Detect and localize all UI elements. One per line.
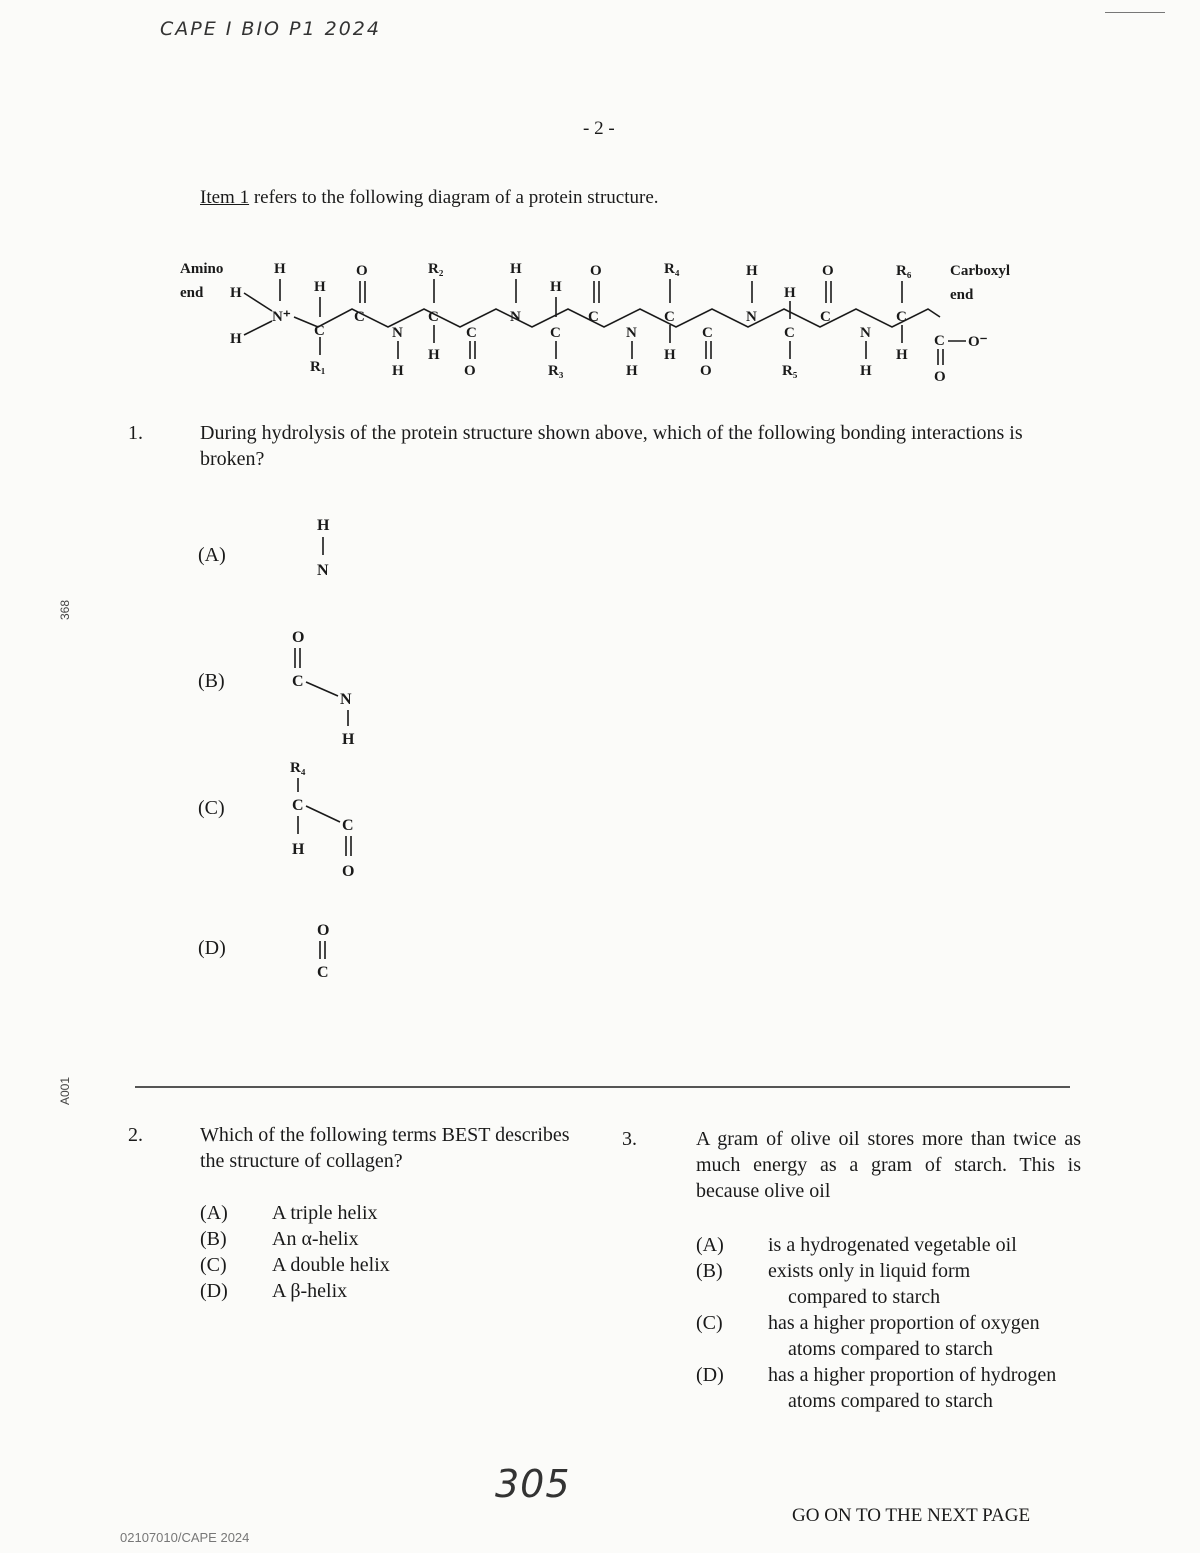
q2-text: Which of the following terms BEST describes the structure of collagen? <box>200 1124 570 1172</box>
q1-option-c-label: (C) <box>198 797 225 819</box>
q3-option-b[interactable]: (B) exists only in liquid form <box>696 1260 971 1282</box>
svg-text:H: H <box>626 363 638 379</box>
q1-option-b-label: (B) <box>198 670 225 692</box>
svg-text:C: C <box>664 309 675 325</box>
q1-option-d-structure <box>300 915 360 985</box>
handwritten-page-number: 305 <box>495 1462 571 1506</box>
svg-text:H: H <box>274 261 286 277</box>
protein-structure-diagram <box>170 255 1050 390</box>
footer-next-page: GO ON TO THE NEXT PAGE <box>792 1505 1031 1526</box>
svg-text:C: C <box>702 325 713 341</box>
svg-text:H: H <box>550 279 562 295</box>
svg-text:C: C <box>314 323 325 339</box>
q2-option-c[interactable]: (C) A double helix <box>200 1254 390 1276</box>
svg-text:R₄: R₄ <box>290 760 306 776</box>
q1-option-d-label: (D) <box>198 937 226 959</box>
svg-text:H: H <box>784 285 796 301</box>
c-terminal-oxygen: O⁻ <box>968 334 988 350</box>
q1-option-a-structure <box>300 510 360 585</box>
svg-text:R₁: R₁ <box>310 359 326 375</box>
svg-text:N: N <box>392 325 403 341</box>
svg-text:C: C <box>317 964 329 981</box>
q3-option-c-cont: atoms compared to starch <box>788 1338 993 1360</box>
svg-text:N: N <box>510 309 521 325</box>
n-terminal-nitrogen: N⁺ <box>272 309 291 325</box>
q2-options <box>200 1200 590 1304</box>
svg-text:H: H <box>230 331 242 347</box>
svg-text:N: N <box>860 325 871 341</box>
svg-text:H: H <box>746 263 758 279</box>
item-intro <box>200 187 659 209</box>
q2-option-a[interactable]: (A) A triple helix <box>200 1202 378 1224</box>
svg-text:O: O <box>822 263 834 279</box>
svg-text:C: C <box>342 817 354 834</box>
svg-text:O: O <box>700 363 712 379</box>
svg-text:O: O <box>356 263 368 279</box>
svg-text:O: O <box>342 863 355 880</box>
svg-text:C: C <box>550 325 561 341</box>
amino-end-label-2: end <box>180 285 204 301</box>
svg-text:H: H <box>664 347 676 363</box>
q3-option-d[interactable]: (D) has a higher proportion of hydrogen <box>696 1364 1057 1386</box>
q2-option-d[interactable]: (D) A β-helix <box>200 1280 348 1302</box>
q3-text: A gram of olive oil stores more than twice as much energy as a gram of starch. This is because olive oil <box>696 1128 1081 1202</box>
svg-text:C: C <box>934 333 945 349</box>
svg-text:N: N <box>626 325 637 341</box>
svg-text:O: O <box>464 363 476 379</box>
margin-code-top: 368 <box>58 599 72 620</box>
svg-text:N: N <box>317 562 329 579</box>
q1-option-a-label: (A) <box>198 544 226 566</box>
svg-text:H: H <box>896 347 908 363</box>
q3-options <box>696 1232 1086 1414</box>
q2-option-b[interactable]: (B) An α-helix <box>200 1228 359 1250</box>
svg-text:C: C <box>466 325 477 341</box>
svg-text:H: H <box>510 261 522 277</box>
svg-text:C: C <box>820 309 831 325</box>
section-divider <box>135 1086 1070 1088</box>
q3-option-a[interactable]: (A) is a hydrogenated vegetable oil <box>696 1234 1017 1256</box>
svg-text:O: O <box>292 629 305 646</box>
amino-end-label-1: Amino <box>180 261 224 277</box>
footer-code: 02107010/CAPE 2024 <box>120 1530 250 1545</box>
svg-text:R₂: R₂ <box>428 261 444 277</box>
q3-option-c[interactable]: (C) has a higher proportion of oxygen <box>696 1312 1040 1334</box>
svg-text:H: H <box>317 517 330 534</box>
item-ref: Item 1 <box>200 187 250 208</box>
top-right-mark <box>1105 12 1165 13</box>
q3-option-d-cont: atoms compared to starch <box>788 1390 993 1412</box>
svg-text:C: C <box>292 673 304 690</box>
svg-text:R₆: R₆ <box>896 263 912 279</box>
svg-text:C: C <box>354 309 365 325</box>
svg-text:H: H <box>292 841 305 858</box>
q3-option-b-cont: compared to starch <box>788 1286 941 1308</box>
svg-text:C: C <box>292 797 304 814</box>
svg-text:H: H <box>230 285 242 301</box>
q2-number: 2. <box>128 1124 143 1146</box>
svg-text:N: N <box>746 309 757 325</box>
svg-text:O: O <box>590 263 602 279</box>
svg-text:C: C <box>588 309 599 325</box>
svg-text:O: O <box>317 922 330 939</box>
svg-text:H: H <box>342 731 355 748</box>
svg-text:H: H <box>860 363 872 379</box>
carboxyl-end-label-2: end <box>950 287 974 303</box>
svg-text:H: H <box>314 279 326 295</box>
svg-text:C: C <box>896 309 907 325</box>
svg-text:R₄: R₄ <box>664 261 680 277</box>
svg-text:R₅: R₅ <box>782 363 798 379</box>
carboxyl-end-label-1: Carboxyl <box>950 263 1010 279</box>
svg-text:R₃: R₃ <box>548 363 564 379</box>
page-number: - 2 - <box>583 118 615 139</box>
svg-text:H: H <box>392 363 404 379</box>
q1-option-c-structure <box>280 752 370 887</box>
q1-number: 1. <box>128 422 143 444</box>
svg-text:C: C <box>784 325 795 341</box>
svg-text:C: C <box>428 309 439 325</box>
svg-text:O: O <box>934 369 946 385</box>
svg-text:H: H <box>428 347 440 363</box>
handwritten-note: CAPE I BIO P1 2024 <box>160 18 381 40</box>
item-intro-text: refers to the following diagram of a protein structure. <box>249 187 659 208</box>
q3-number: 3. <box>622 1128 637 1150</box>
q1-text: During hydrolysis of the protein structure shown above, which of the following bonding interactions is broken? <box>200 422 1023 470</box>
q1-option-b-structure <box>280 622 370 752</box>
svg-text:N: N <box>340 691 352 708</box>
margin-code-bottom: A001 <box>58 1076 72 1105</box>
